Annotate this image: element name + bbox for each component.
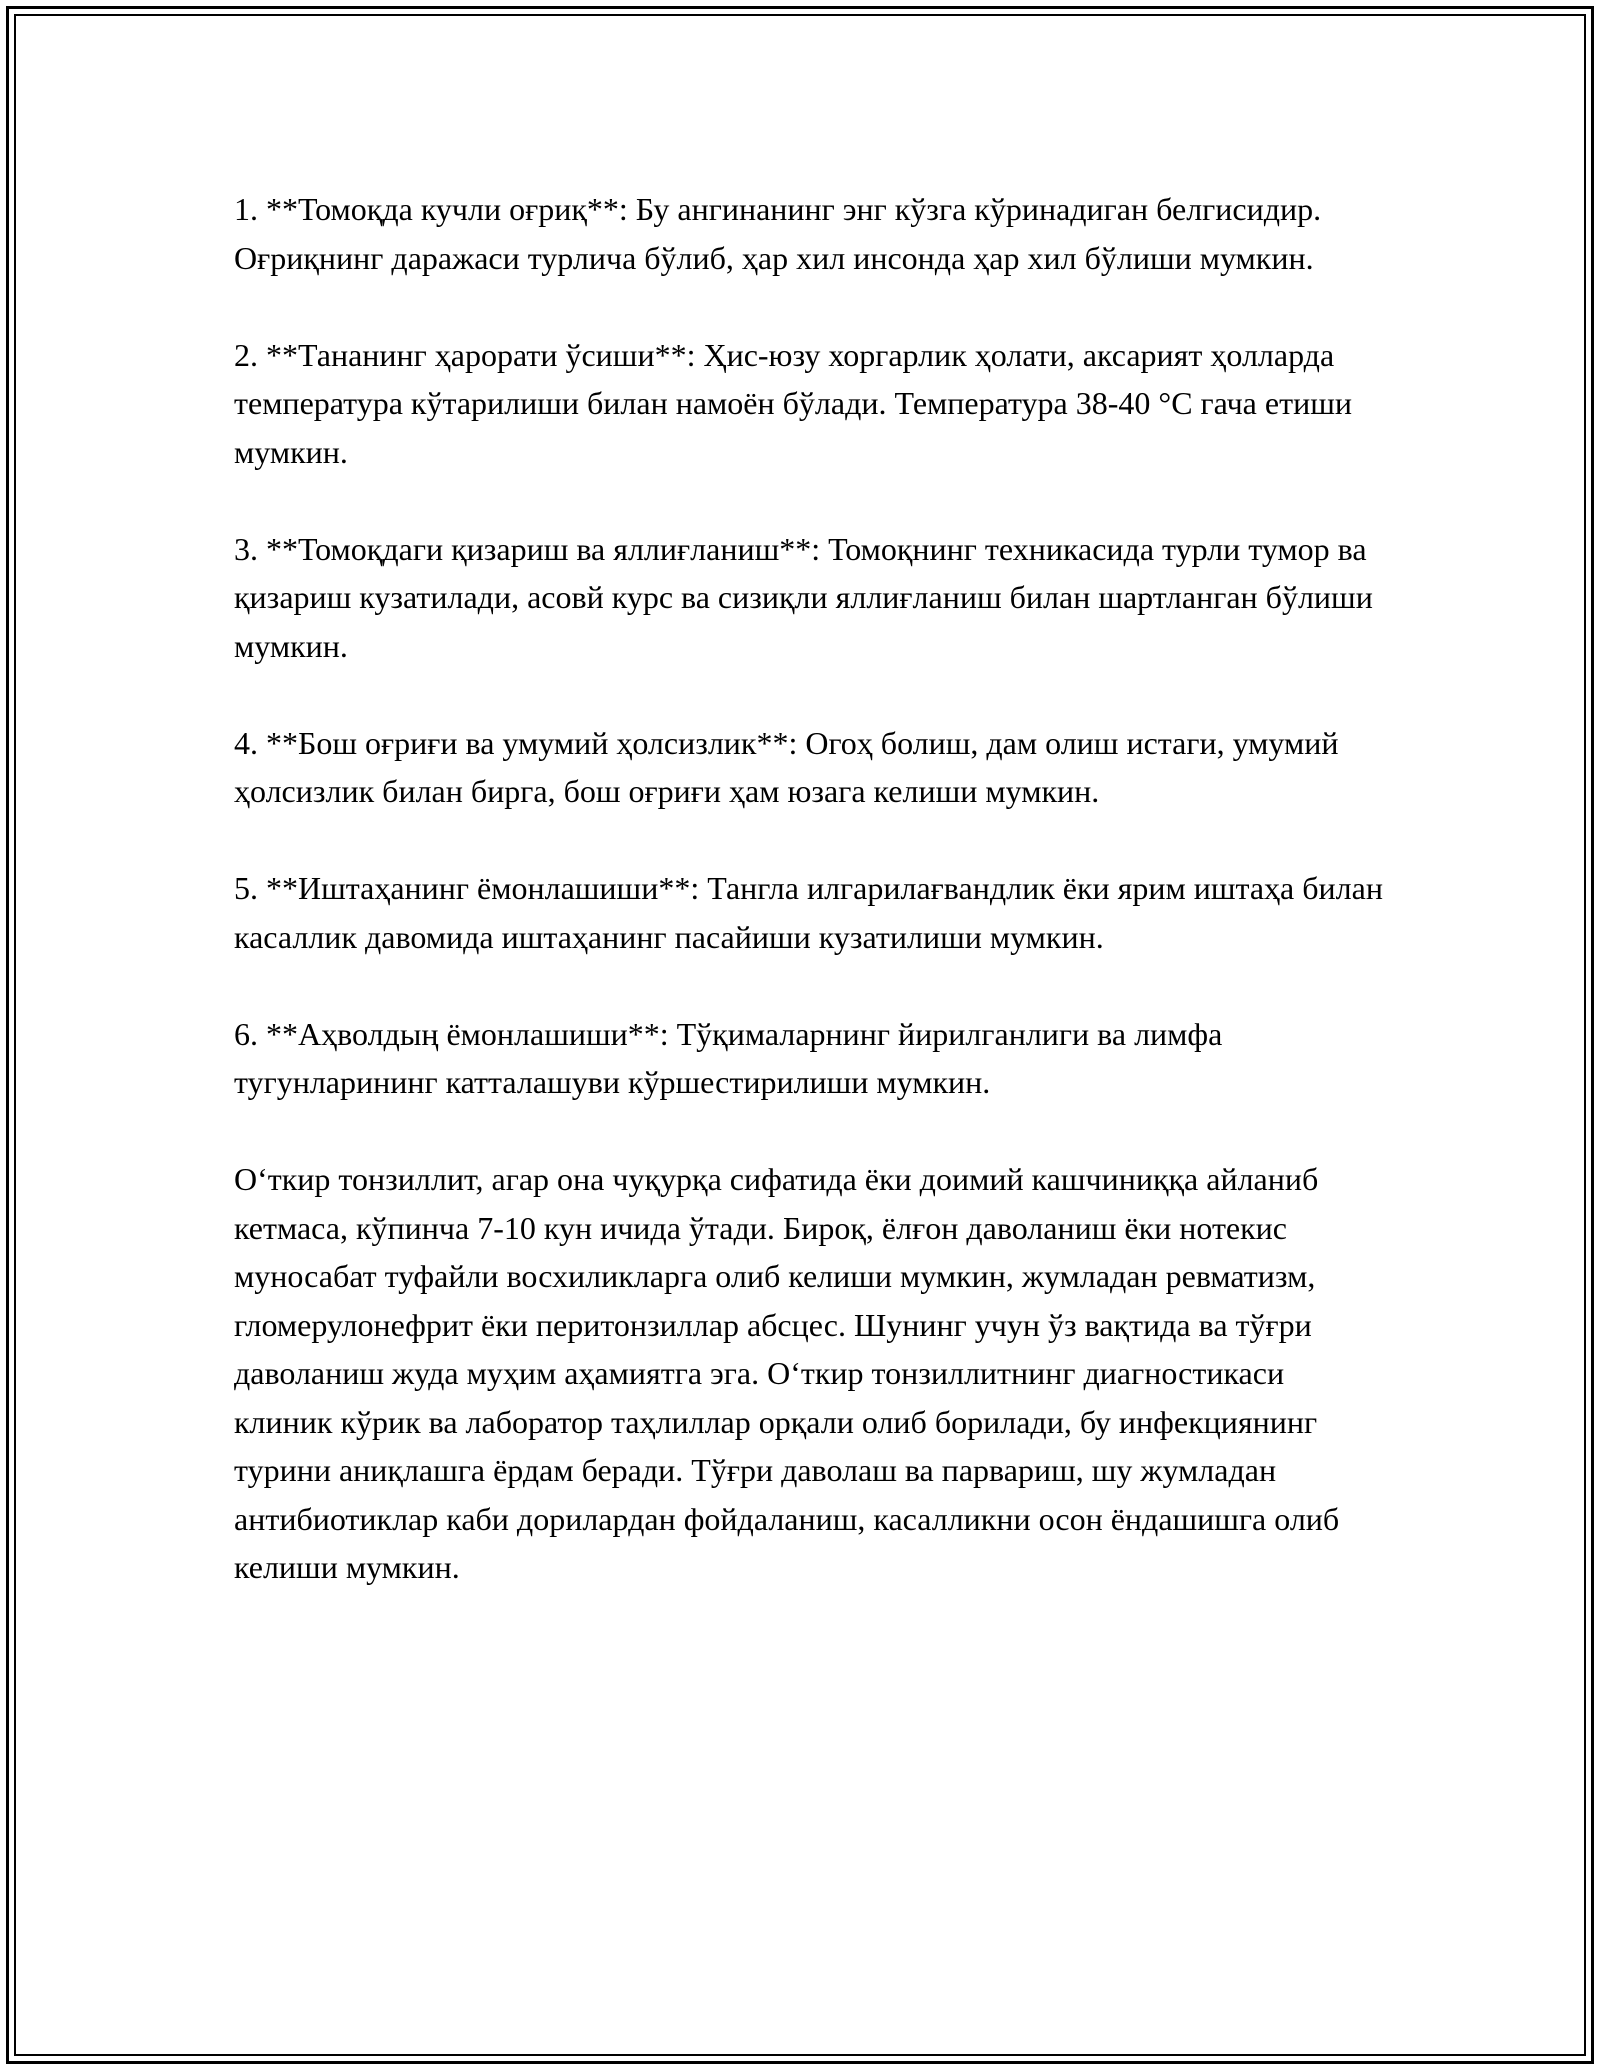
list-item-6: 6. **Аҳволдың ёмонлашиши**: Тўқималарнинг йирилганлиги ва лимфа тугунларининг катталашуви кўршестирилиши мумкин. (234, 1015, 1223, 1100)
list-item-3: 3. **Томоқдаги қизариш ва яллиғланиш**: Томоқнинг техникасида турли тумор ва қизариш кузатилади, асовй курс ва сизиқли яллиғланиш билан шартланган бўлиши мумкин. (234, 530, 1373, 664)
list-item-1: 1. **Томоқда кучли оғриқ**: Бу ангинанинг энг кўзга кўринадиган белгисидир. Оғриқнинг даражаси турлича бўлиб, ҳар хил инсонда ҳар хил бўлиши мумкин. (234, 191, 1322, 276)
list-item-2: 2. **Тананинг ҳарорати ўсиши**: Ҳис-юзу хоргарлик ҳолати, аксарият ҳолларда температура кўтарилиши билан намоён бўлади. Температура 38-40 °C гача етиши мумкин. (234, 336, 1352, 470)
list-item-5: 5. **Иштаҳанинг ёмонлашиши**: Тангла илгарилағвандлик ёки ярим иштаҳа билан касаллик давомида иштаҳанинг пасайиши кузатилиши мумкин. (234, 870, 1383, 955)
document-body (234, 185, 1384, 1592)
list-item-4: 4. **Бош оғриғи ва умумий ҳолсизлик**: Огоҳ болиш, дам олиш истаги, умумий ҳолсизлик билан бирга, бош оғриғи ҳам юзага келиши мумкин. (234, 724, 1339, 809)
summary-paragraph: Оʻткир тонзиллит, агар она чуқурқа сифатида ёки доимий кашчиниққа айланиб кетмаса, кўпинча 7-10 кун ичида ўтади. Бироқ, ёлғон даволаниш ёки нотекис муносабат туфайли восхиликларга олиб келиши мумкин, жумладан ревматизм, гломерулонефрит ёки перитонзиллар абсцес. Шунинг учун ўз вақтида ва тўғри даволаниш жуда муҳим аҳамиятга эга. Оʻткир тонзиллитнинг диагностикаси клиник кўрик ва лаборатор таҳлиллар орқали олиб борилади, бу инфекциянинг турини аниқлашга ёрдам беради. Тўғри даволаш ва парвариш, шу жумладан антибиотиклар каби дорилардан фойдаланиш, касалликни осон ёндашишга олиб келиши мумкин. (234, 1161, 1340, 1585)
